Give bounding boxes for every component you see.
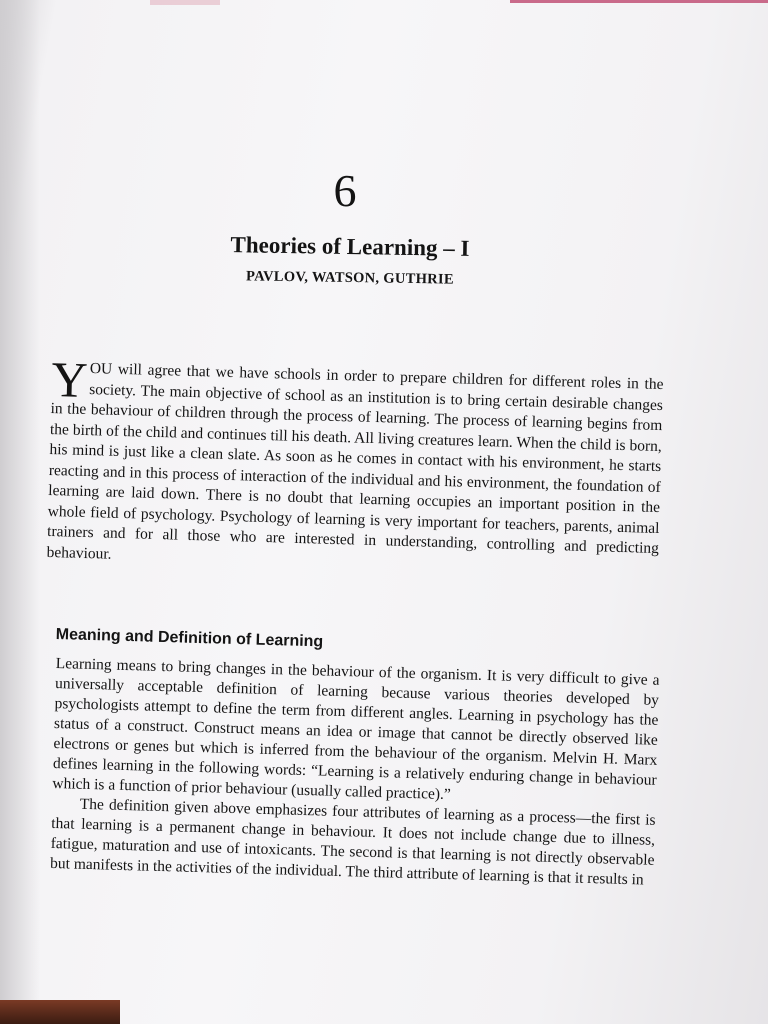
finger-at-corner	[0, 1000, 120, 1024]
chapter-number: 6	[333, 165, 357, 216]
intro-paragraph	[46, 351, 664, 580]
section-body	[50, 654, 660, 891]
page-stain	[150, 0, 220, 5]
page-binding-shadow	[0, 0, 40, 1024]
chapter-subtitle: PAVLOV, WATSON, GUTHRIE	[245, 268, 455, 288]
next-page-edge	[510, 0, 768, 3]
body-paragraph: The definition given above emphasizes four attributes of learning as a process—the first is that learning is a permanent change in behaviour. It does not include change due to illness, fatigue, maturation and use of intoxicants. The second is that learning is not directly observable but manifests in the activities of the individual. The third attribute of learning is that it results in	[49, 795, 656, 889]
chapter-title: Theories of Learning – I	[230, 232, 470, 261]
body-paragraph: Learning means to bring changes in the behaviour of the organism. It is very difficult to give a universally acceptable definition of learning because various theories developed by psychologists attempt to define the term from different angles. Learning in psychology has the status of a construct. Construct means an idea or image that cannot be directly observed like electrons or genes but which is inferred from the behaviour of the organism. Melvin H. Marx defines learning in the following words: “Learning is a relatively enduring change in behaviour which is a function of prior behaviour (usually called practice).”	[52, 654, 660, 804]
drop-cap: Y	[50, 351, 89, 408]
intro-text: OU will agree that we have schools in order to prepare children for different roles in the society. The main objective of school as an institution is to bring certain desirable changes in the behaviour of children through the process of learning. The process of learning begins from the birth of the child and continues till his death. All living creatures learn. When the child is born, his mind is just like a clean slate. As soon as he comes in contact with his environment, he starts reacting and in this process of interaction of the individual and his environment, the foundation of learning are laid down. There is no doubt that learning occupies an important position in the whole field of psychology. Psychology of learning is very important for teachers, parents, animal trainers and for all those who are interested in understanding, controlling and predicting behaviour.	[46, 360, 664, 563]
section-heading: Meaning and Definition of Learning	[55, 626, 324, 651]
